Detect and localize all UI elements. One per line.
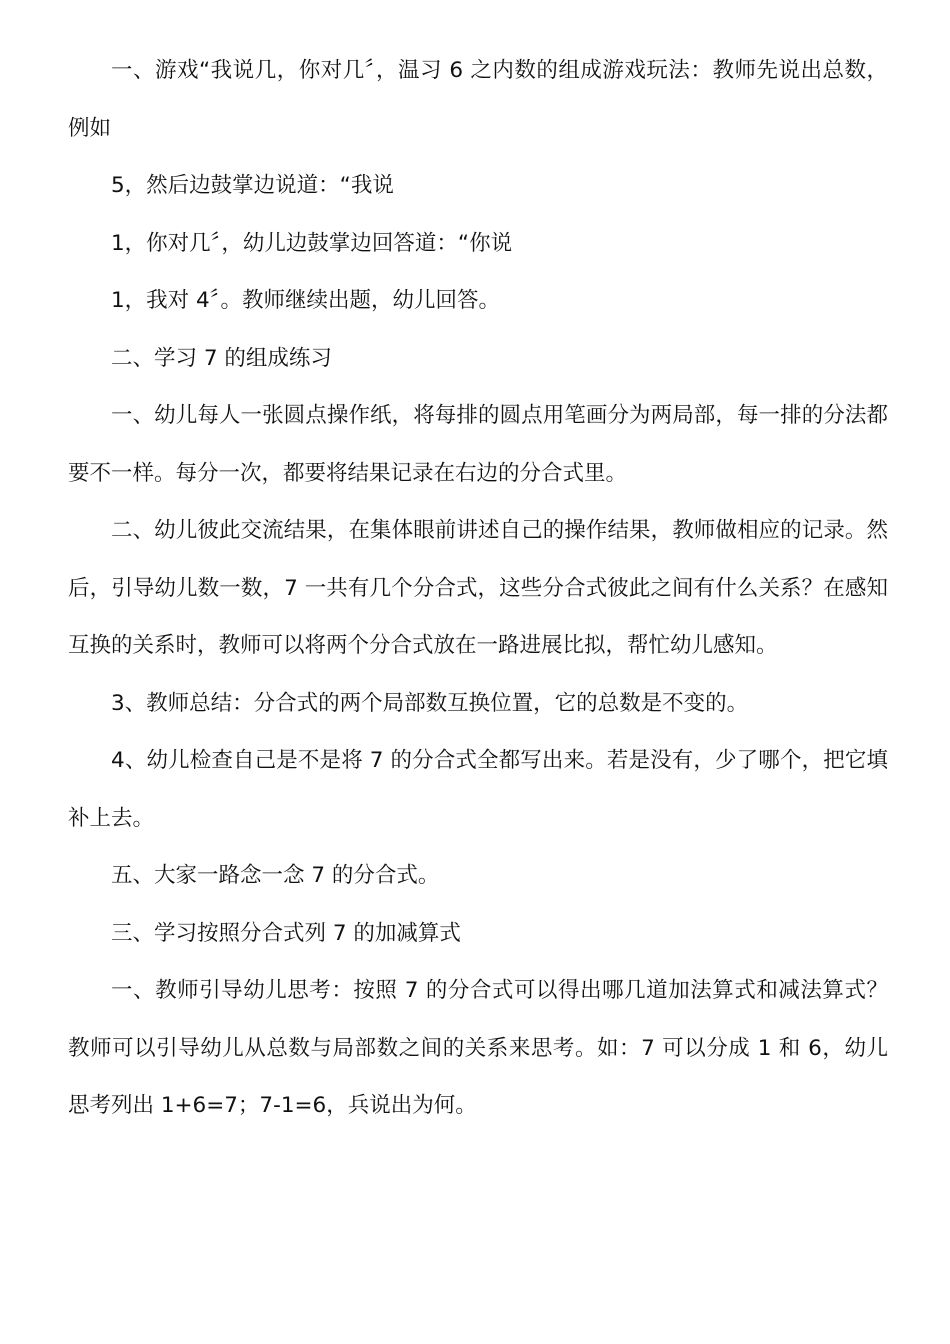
paragraph-child-answer: 1，你对几〞，幼儿边鼓掌边回答道：“你说	[111, 230, 513, 256]
paragraph-continue: 1，我对 4〞。教师继续出题，幼儿回答。	[111, 288, 500, 313]
section-heading-equations: 三、学习按照分合式列 7 的加减算式	[111, 920, 461, 946]
paragraph-clap-say: 5，然后边鼓掌边说道：“我说	[111, 173, 394, 198]
paragraph-recite: 五、大家一路念一念 7 的分合式。	[111, 863, 440, 888]
paragraph-teacher-summary: 3、教师总结：分合式的两个局部数互换位置，它的总数是不变的。	[111, 690, 749, 716]
paragraph-exchange-results: 二、幼儿彼此交流结果，在集体眼前讲述自己的操作结果，教师做相应的记录。然后，引导幼儿数一数，7 一共有几个分合式，这些分合式彼此之间有什么关系？在感知互换的关系时，教师可以将两个分合式放在一路进展比拟，帮忙幼儿感知。	[68, 518, 888, 658]
section-heading-learn-7: 二、学习 7 的组成练习	[111, 345, 332, 371]
document-body	[68, 42, 888, 1135]
paragraph-game-intro: 一、游戏“我说几，你对几〞，温习 6 之内数的组成游戏玩法：教师先说出总数，例如	[68, 58, 888, 141]
paragraph-self-check: 4、幼儿检查自己是不是将 7 的分合式全都写出来。若是没有，少了哪个，把它填补上去。	[68, 748, 888, 831]
paragraph-dot-sheet: 一、幼儿每人一张圆点操作纸，将每排的圆点用笔画分为两局部，每一排的分法都要不一样。每分一次，都要将结果记录在右边的分合式里。	[68, 403, 888, 486]
paragraph-teacher-guide: 一、教师引导幼儿思考：按照 7 的分合式可以得出哪几道加法算式和减法算式？教师可以引导幼儿从总数与局部数之间的关系来思考。如：7 可以分成 1 和 6，幼儿思考列出 1+6=7；7-1=6，兵说出为何。	[68, 978, 888, 1118]
